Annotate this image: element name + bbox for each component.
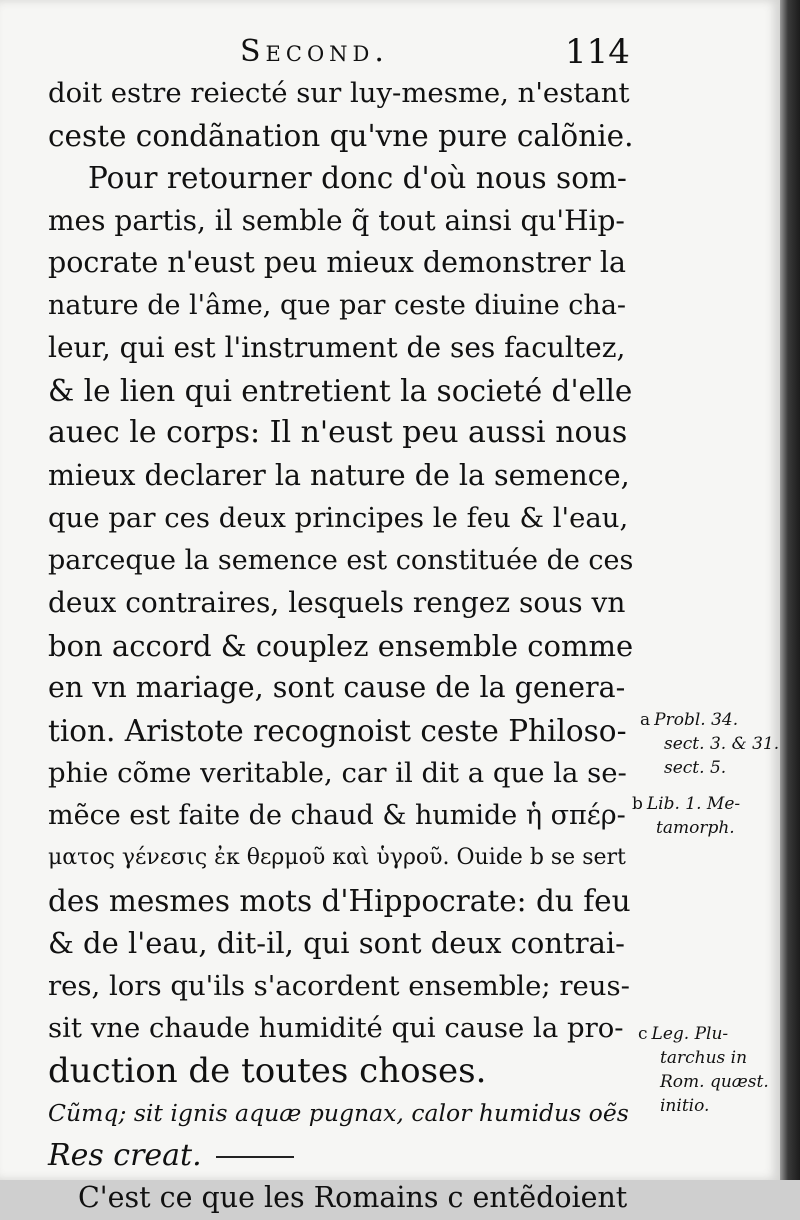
text-line: sit vne chaude humidité qui cause la pro-	[48, 1012, 624, 1044]
text-line: mieux declarer la nature de la semence,	[48, 458, 630, 492]
page-header	[0, 30, 780, 70]
text-line: & de l'eau, dit-il, qui sont deux contrai-	[48, 926, 625, 960]
text-line: doit estre reiecté sur luy-mesme, n'estant	[48, 77, 630, 109]
greek-line: ματος γένεσις ἐκ θερμοῦ καὶ ὑγροῦ. Ouide b se sert	[48, 845, 626, 870]
text-line: que par ces deux principes le feu & l'eau,	[48, 502, 629, 534]
text-line: & le lien qui entretient la societé d'elle	[48, 373, 633, 408]
text-line: auec le corps: Il n'eust peu aussi nous	[48, 415, 628, 450]
body-text	[48, 72, 633, 1220]
note-letter: c	[638, 1024, 648, 1044]
margin-note-c	[638, 1022, 769, 1118]
note-line: sect. 5.	[664, 758, 727, 778]
note-letter: a	[640, 710, 651, 730]
quote-line: Cũmq; sit ignis aquæ pugnax, calor humidus oẽs	[48, 1099, 629, 1127]
text-line: C'est ce que les Romains c entẽdoient	[78, 1181, 628, 1214]
note-line: tarchus in	[660, 1048, 748, 1068]
text-line: Pour retourner donc d'où nous som-	[88, 161, 627, 195]
margin-note-a	[640, 708, 779, 780]
text-line: parceque la semence est constituée de ces	[48, 544, 634, 576]
note-line: initio.	[660, 1096, 710, 1116]
quote-line	[48, 1135, 633, 1178]
text-line: en vn mariage, sont cause de la genera-	[48, 671, 626, 704]
margin-note-b	[632, 792, 740, 840]
text-line: bon accord & couplez ensemble comme	[48, 628, 634, 663]
text-line: phie cõme veritable, car il dit a que la se-	[48, 757, 627, 789]
quote-end: Res creat.	[48, 1137, 202, 1173]
text-line: nature de l'âme, que par ceste diuine cha-	[48, 289, 627, 321]
text-line: mẽce est faite de chaud & humide ἡ σπέρ-	[48, 799, 626, 831]
page-number: 114	[565, 32, 630, 72]
page-edge	[780, 0, 800, 1180]
note-line: Rom. quæst.	[660, 1072, 769, 1092]
text-line: mes partis, il semble q̃ tout ainsi qu'Hip-	[48, 203, 625, 237]
running-title: Second.	[240, 34, 389, 69]
note-line: Leg. Plu-	[651, 1024, 729, 1044]
text-line: res, lors qu'ils s'acordent ensemble; reus-	[48, 969, 630, 1002]
quote-rule	[216, 1156, 294, 1158]
note-line: tamorph.	[656, 818, 735, 838]
text-line: pocrate n'eust peu mieux demonstrer la	[48, 246, 626, 279]
note-line: Lib. 1. Me-	[646, 794, 741, 814]
text-line: duction de toutes choses.	[48, 1050, 487, 1091]
text-line: des mesmes mots d'Hippocrate: du feu	[48, 883, 631, 918]
text-line: tion. Aristote recognoist ceste Philoso-	[48, 713, 627, 748]
text-line: leur, qui est l'instrument de ses facultez,	[48, 331, 626, 364]
note-line: sect. 3. & 31.	[664, 734, 780, 754]
text-line: ceste condãnation qu'vne pure calõnie.	[48, 118, 634, 153]
note-letter: b	[632, 794, 643, 814]
text-line: deux contraires, lesquels rengez sous vn	[48, 586, 626, 619]
note-line: Probl. 34.	[654, 710, 739, 730]
